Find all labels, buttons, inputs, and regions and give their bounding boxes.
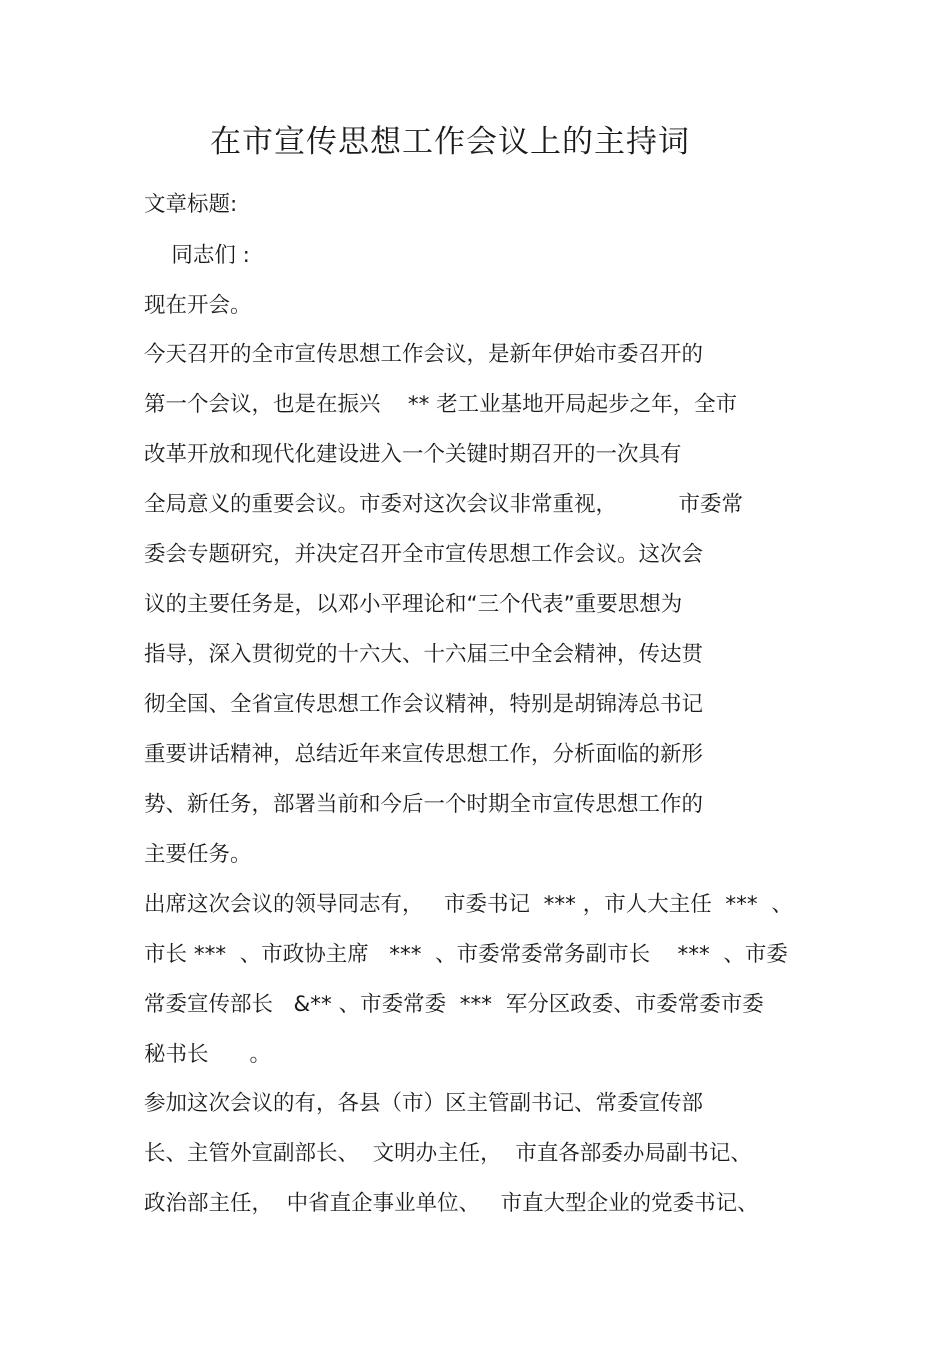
body-line: 主要任务。 (144, 842, 252, 867)
body-line: 指导，深入贯彻党的十六大、十六届三中全会精神，传达贯 (144, 642, 704, 667)
body-line: 出席这次会议的领导同志有， 市委书记 *** ，市人大主任 *** 、 (144, 892, 793, 917)
body-line: 全局意义的重要会议。市委对这次会议非常重视， 市委常 (144, 492, 744, 517)
body-line: 文章标题: (144, 192, 238, 217)
body-line: 重要讲话精神，总结近年来宣传思想工作，分析面临的新形 (144, 742, 704, 767)
body-line: 秘书长 。 (144, 1042, 272, 1067)
body-line: 常委宣传部长 &** 、市委常委 *** 军分区政委、市委常委市委 (144, 992, 764, 1017)
body-line: 势、新任务，部署当前和今后一个时期全市宣传思想工作的 (144, 792, 704, 817)
body-line: 委会专题研究，并决定召开全市宣传思想工作会议。这次会 (144, 542, 704, 567)
body-line: 今天召开的全市宣传思想工作会议，是新年伊始市委召开的 (144, 342, 704, 367)
body-line: 第一个会议，也是在振兴 ** 老工业基地开局起步之年，全市 (144, 392, 738, 417)
body-line: 彻全国、全省宣传思想工作会议精神，特别是胡锦涛总书记 (144, 692, 704, 717)
body-line: 改革开放和现代化建设进入一个关键时期召开的一次具有 (144, 442, 682, 467)
body-line: 市长 *** 、市政协主席 *** 、市委常委常务副市长 *** 、市委 (144, 942, 788, 967)
document-title: 在市宣传思想工作会议上的主持词 (210, 124, 690, 160)
body-line: 政治部主任， 中省直企事业单位、 市直大型企业的党委书记、 (144, 1191, 759, 1216)
body-line: 同志们 : (144, 243, 250, 268)
body-line: 议的主要任务是，以邓小平理论和“三个代表”重要思想为 (144, 592, 683, 617)
body-line: 参加这次会议的有，各县（市）区主管副书记、常委宣传部 (144, 1091, 704, 1116)
body-line: 长、主管外宣副部长、 文明办主任， 市直各部委办局副书记、 (144, 1141, 752, 1166)
body-line: 现在开会。 (144, 293, 252, 318)
